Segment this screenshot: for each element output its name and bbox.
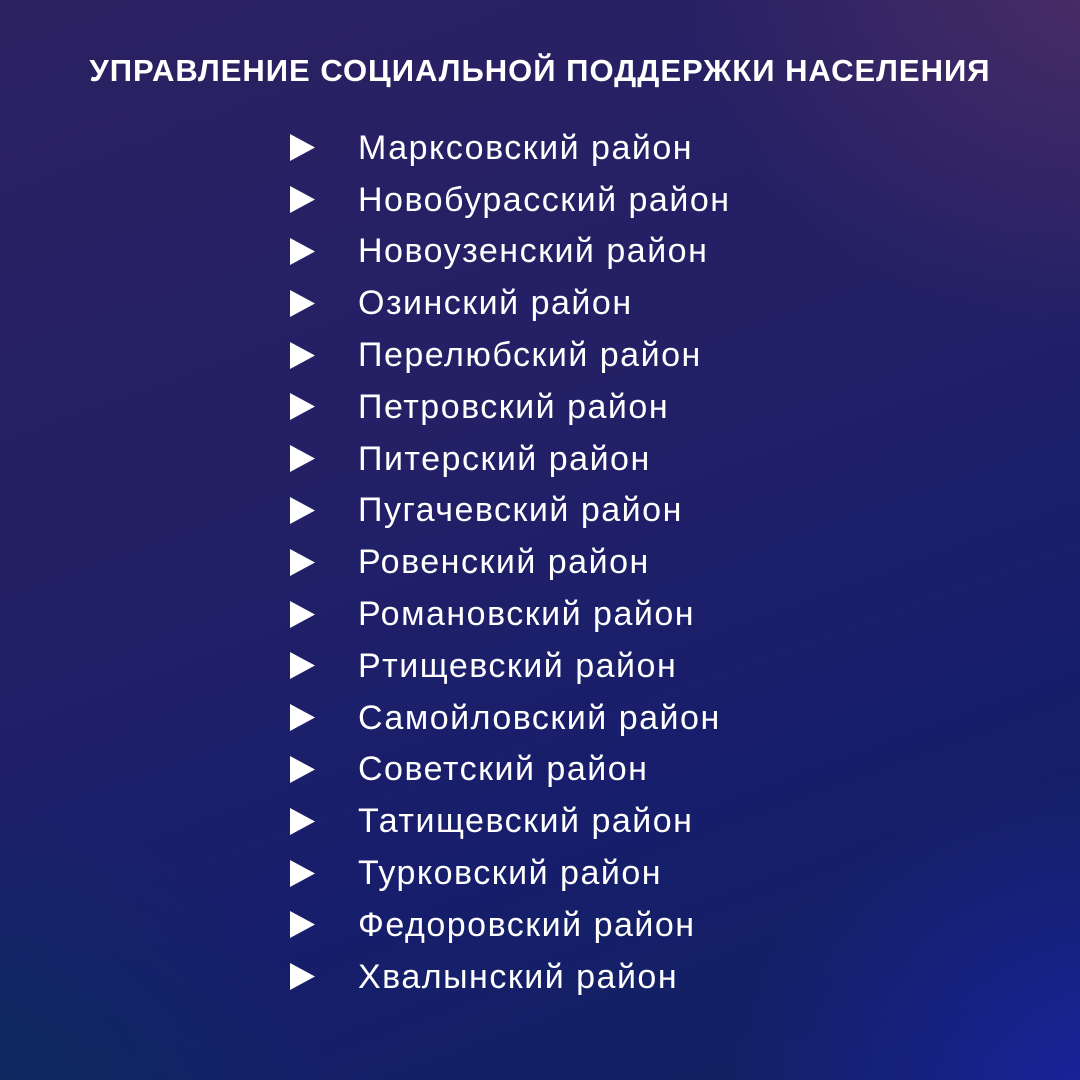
triangle-bullet-icon <box>290 911 315 938</box>
triangle-bullet-icon <box>290 497 315 524</box>
triangle-bullet-icon <box>290 134 315 161</box>
district-label: Новоузенский район <box>358 232 709 271</box>
district-label: Озинский район <box>358 284 633 323</box>
triangle-bullet-icon <box>290 342 315 369</box>
list-item <box>290 640 731 692</box>
triangle-bullet-icon <box>290 238 315 265</box>
district-label: Татищевский район <box>358 802 694 841</box>
triangle-bullet-icon <box>290 601 315 628</box>
list-item <box>290 692 731 744</box>
district-list <box>290 122 731 1003</box>
list-item <box>290 536 731 588</box>
district-label: Новобурасский район <box>358 180 731 219</box>
triangle-bullet-icon <box>290 808 315 835</box>
list-item <box>290 795 731 847</box>
triangle-bullet-icon <box>290 290 315 317</box>
list-item <box>290 485 731 537</box>
district-label: Пугачевский район <box>358 491 683 530</box>
district-label: Перелюбский район <box>358 336 702 375</box>
district-label: Турковский район <box>358 854 663 893</box>
triangle-bullet-icon <box>290 704 315 731</box>
list-item <box>290 744 731 796</box>
list-item <box>290 433 731 485</box>
district-label: Ровенский район <box>358 543 650 582</box>
district-label: Романовский район <box>358 595 696 634</box>
list-item <box>290 277 731 329</box>
page-title: УПРАВЛЕНИЕ СОЦИАЛЬНОЙ ПОДДЕРЖКИ НАСЕЛЕНИЯ <box>89 53 991 88</box>
list-item <box>290 174 731 226</box>
list-item <box>290 847 731 899</box>
triangle-bullet-icon <box>290 393 315 420</box>
district-label: Хвалынский район <box>358 957 679 996</box>
triangle-bullet-icon <box>290 652 315 679</box>
list-item <box>290 588 731 640</box>
district-label: Советский район <box>358 750 649 789</box>
list-item <box>290 329 731 381</box>
list-item <box>290 122 731 174</box>
district-label: Самойловский район <box>358 698 721 737</box>
district-label: Петровский район <box>358 387 670 426</box>
district-label: Марксовский район <box>358 128 694 167</box>
list-item <box>290 899 731 951</box>
triangle-bullet-icon <box>290 963 315 990</box>
district-label: Ртищевский район <box>358 646 678 685</box>
triangle-bullet-icon <box>290 445 315 472</box>
district-label: Федоровский район <box>358 905 696 944</box>
district-label: Питерский район <box>358 439 651 478</box>
list-item <box>290 226 731 278</box>
triangle-bullet-icon <box>290 860 315 887</box>
triangle-bullet-icon <box>290 756 315 783</box>
triangle-bullet-icon <box>290 186 315 213</box>
triangle-bullet-icon <box>290 549 315 576</box>
list-item <box>290 381 731 433</box>
list-item <box>290 951 731 1003</box>
